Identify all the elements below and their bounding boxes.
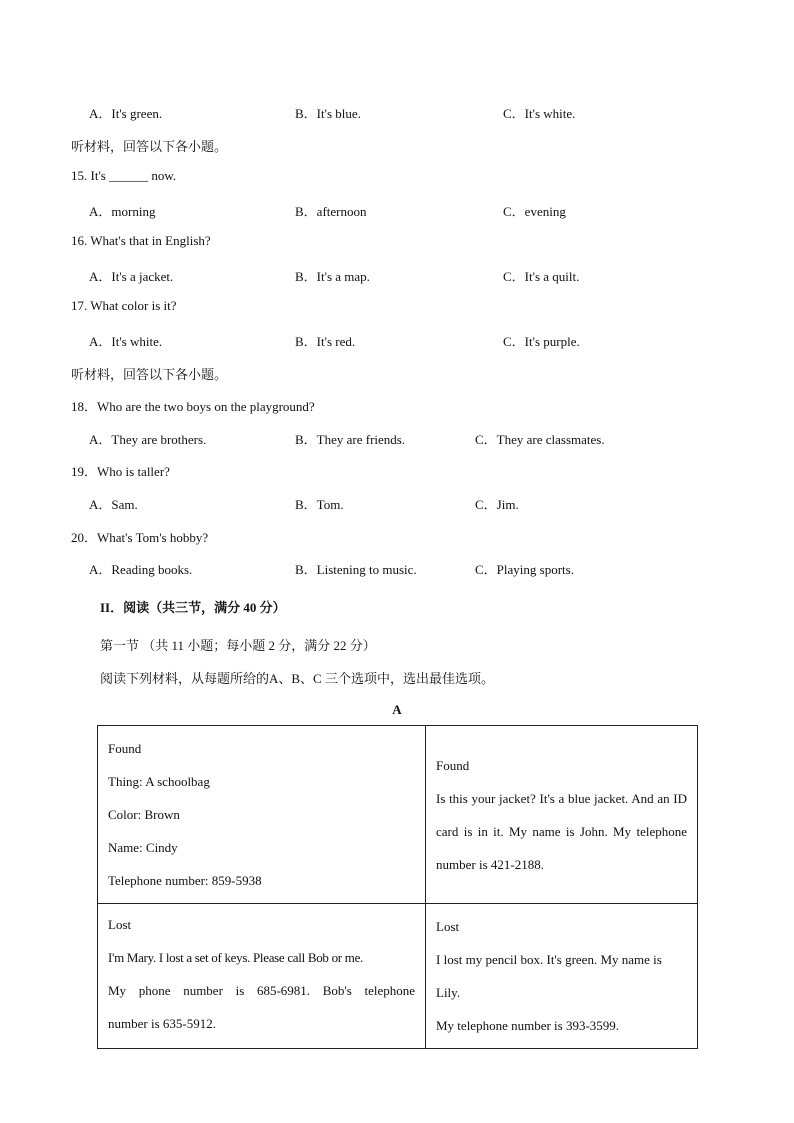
q14-option-b: B．It's blue. [295,106,361,121]
notice-color: Color: Brown [108,807,180,822]
q18-question: 18．Who are the two boys on the playground? [71,399,315,414]
notice-text-line: Is this your jacket? It's a blue jacket. And an ID [436,790,687,806]
q16-question: 16. What's that in English? [71,233,211,248]
q20-option-a: A．Reading books. [89,562,193,577]
notice-phone: Telephone number: 859-5938 [108,873,262,888]
notice-heading: Found [108,741,142,756]
notice-lost-keys [98,904,426,1049]
notice-text-line: number is 635-5912. [108,1016,216,1031]
listening-instruction-2: 听材料，回答以下各小题。 [71,367,228,382]
notice-heading: Lost [436,919,460,934]
q20-option-c: C．Playing sports. [475,562,574,577]
q20-option-b: B．Listening to music. [295,562,417,577]
notice-found-schoolbag [98,726,426,904]
q19-question: 19．Who is taller? [71,464,170,479]
q19-option-c: C．Jim. [475,497,519,512]
q14-option-c: C．It's white. [503,106,576,121]
q15-option-a: A．morning [89,204,156,219]
notice-found-jacket [426,726,698,904]
passage-letter: A [392,702,402,717]
q19-option-a: A．Sam. [89,497,138,512]
notice-heading: Found [436,757,470,773]
notice-text-line: number is 421-2188. [436,856,544,872]
q17-option-a: A．It's white. [89,334,163,349]
q16-option-b: B．It's a map. [295,269,370,284]
reading-section-title: 第一节 （共 11 小题；每小题 2 分，满分 22 分） [100,638,376,653]
q14-option-a: A．It's green. [89,106,163,121]
notice-text-line: I lost my pencil box. It's green. My name is Lily. [436,952,662,1000]
q17-option-c: C．It's purple. [503,334,580,349]
q15-question: 15. It's ______ now. [71,168,177,183]
q19-option-b: B．Tom. [295,497,344,512]
notice-text-line: My phone number is 685-6981. Bob's telephone [108,983,415,998]
notice-thing: Thing: A schoolbag [108,774,210,789]
q16-option-c: C．It's a quilt. [503,269,580,284]
notice-lost-pencil-box [426,904,698,1049]
q15-option-c: C．evening [503,204,566,219]
q16-option-a: A．It's a jacket. [89,269,174,284]
q18-option-b: B．They are friends. [295,432,406,447]
reading-part-title: II．阅读（共三节，满分 40 分） [100,600,286,615]
reading-instruction: 阅读下列材料，从每题所给的A、B、C 三个选项中，选出最佳选项。 [100,671,494,686]
q15-option-b: B．afternoon [295,204,367,219]
notice-heading: Lost [108,917,132,932]
notice-name: Name: Cindy [108,840,178,855]
notice-text-line: card is in it. My name is John. My telephone [436,823,687,839]
q18-option-c: C．They are classmates. [475,432,605,447]
q18-option-a: A．They are brothers. [89,432,207,447]
listening-instruction-1: 听材料，回答以下各小题。 [71,139,228,154]
notice-text-line: I'm Mary. I lost a set of keys. Please call Bob or me. [108,950,363,965]
q20-question: 20．What's Tom's hobby? [71,530,209,545]
notice-table [97,725,698,1049]
q17-option-b: B．It's red. [295,334,356,349]
q17-question: 17. What color is it? [71,298,177,313]
notice-text-line: My telephone number is 393-3599. [436,1018,620,1033]
